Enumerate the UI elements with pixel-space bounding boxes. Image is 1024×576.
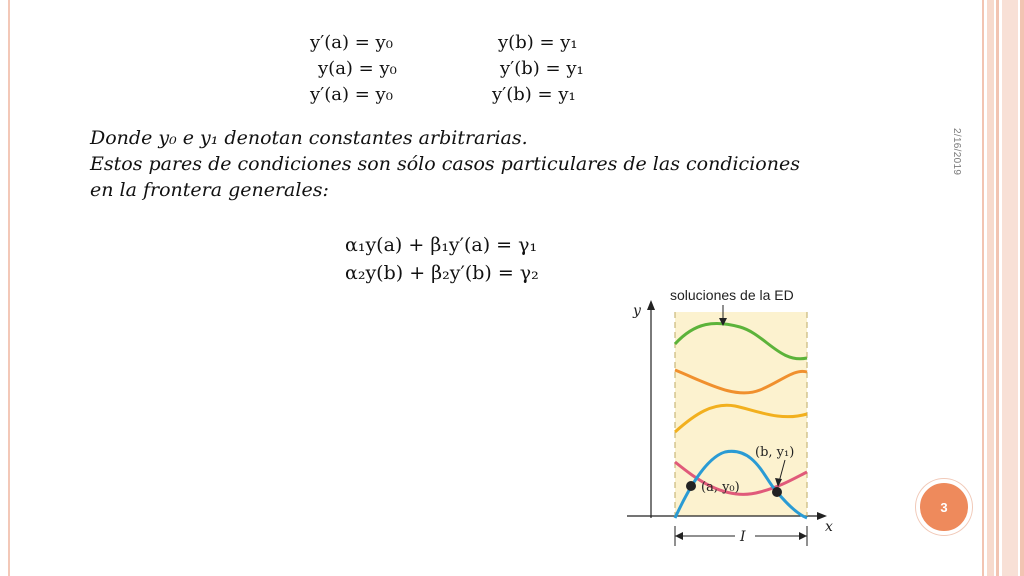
y-axis-label: y <box>633 303 641 319</box>
interval-left-arrow-icon <box>675 532 683 540</box>
point-a-label: (a, y₀) <box>701 480 740 495</box>
point-a-marker <box>686 481 696 491</box>
general-condition-1: α₁y(a) + β₁y′(a) = γ₁ <box>345 234 538 256</box>
interval-right-arrow-icon <box>799 532 807 540</box>
figure-caption: soluciones de la ED <box>670 287 794 303</box>
explanation-paragraph <box>90 125 850 203</box>
point-b-label: (b, y₁) <box>755 445 795 460</box>
general-condition-2: α₂y(b) + β₂y′(b) = γ₂ <box>345 262 539 284</box>
solutions-figure <box>595 282 845 576</box>
right-decor-stripe <box>982 0 984 576</box>
condition-right: y(b) = y₁ <box>498 32 578 53</box>
y-axis-arrow-icon <box>647 300 655 310</box>
condition-right: y′(b) = y₁ <box>500 58 584 79</box>
right-decor-stripe <box>987 0 994 576</box>
x-axis-label: x <box>825 519 833 535</box>
interval-label: I <box>740 529 746 545</box>
condition-left: y′(a) = y₀ <box>310 84 393 105</box>
solutions-graph <box>595 282 845 572</box>
paragraph-line: Donde y₀ e y₁ denotan constantes arbitrarias. <box>90 127 528 149</box>
point-b-marker <box>772 487 782 497</box>
condition-right: y′(b) = y₁ <box>492 84 576 105</box>
right-decor-stripe <box>996 0 999 576</box>
page-number-badge: 3 <box>916 479 972 535</box>
paragraph-line: en la frontera generales: <box>90 179 329 201</box>
slide-date: 2/16/2019 <box>951 128 962 176</box>
right-decor-stripe <box>1020 0 1024 576</box>
right-decor-stripe <box>1002 0 1018 576</box>
paragraph-line: Estos pares de condiciones son sólo casos particulares de las condiciones <box>90 153 800 175</box>
condition-left: y(a) = y₀ <box>318 58 397 79</box>
left-border-line <box>8 0 10 576</box>
condition-left: y′(a) = y₀ <box>310 32 393 53</box>
